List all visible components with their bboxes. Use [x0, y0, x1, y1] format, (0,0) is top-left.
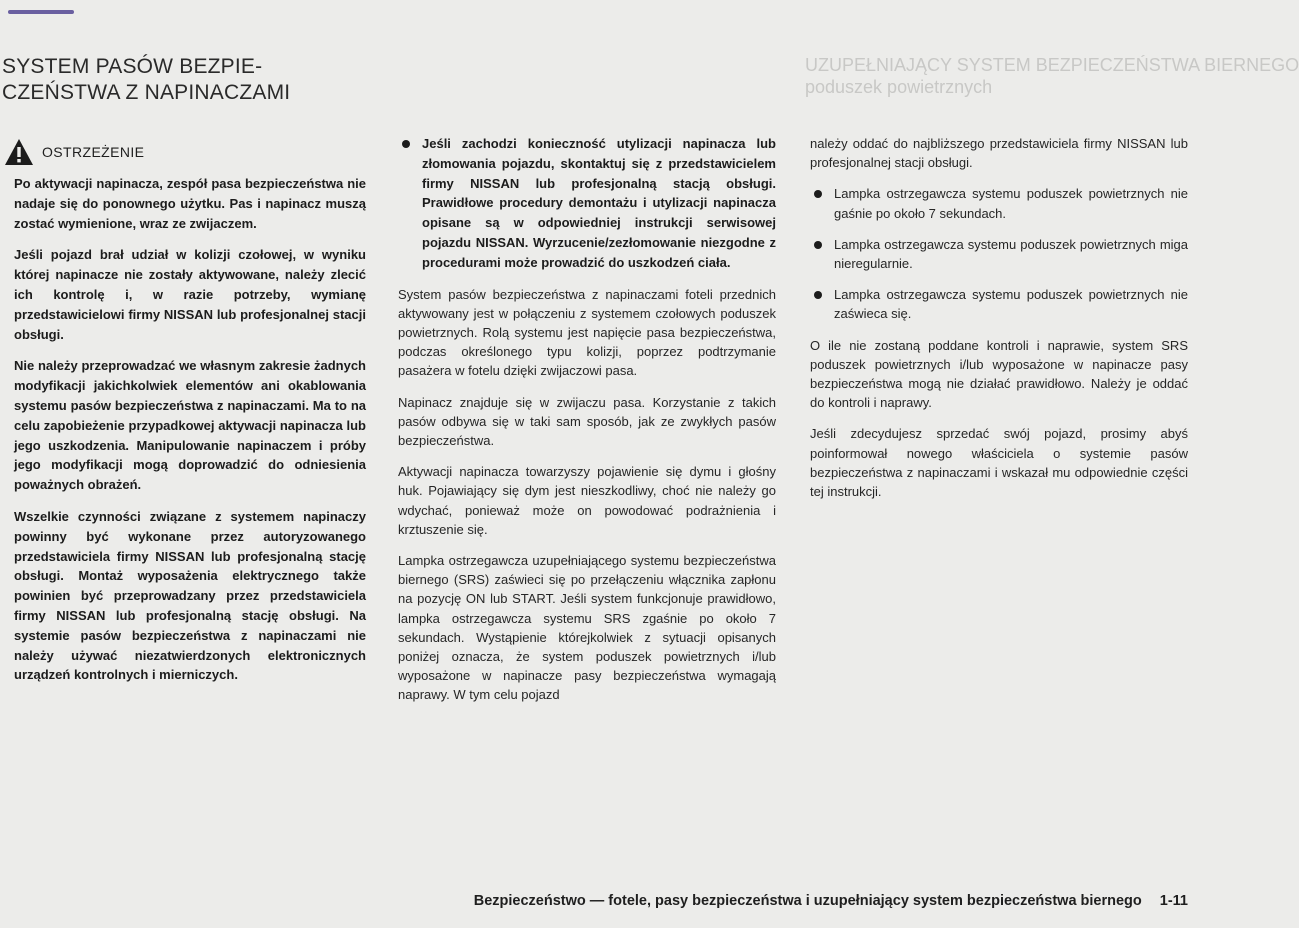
paragraph: System pasów bezpieczeństwa z napinaczami foteli przednich aktywowany jest w połączeniu z systemem czołowych poduszek powietrznych. Rolą systemu jest napięcie pasa bezpieczeństwa, podczas określonego typu kolizji, poprzez podtrzymanie pasażera w fotelu dzięki zwijaczowi pasa.	[398, 286, 776, 379]
section-title-line-1: SYSTEM PASÓW BEZPIE-	[2, 55, 263, 78]
warning-item: Po aktywacji napinacza, zespół pasa bezpieczeństwa nie nadaje się do ponownego użytku. Pas i napinacz muszą zostać wymienione, wraz ze zwijaczem.	[14, 176, 366, 231]
list-item-text: Lampka ostrzegawcza systemu poduszek powietrznych miga nieregularnie.	[834, 236, 1188, 272]
bullet-dot-icon	[814, 291, 822, 299]
disposal-warning-text: Jeśli zachodzi konieczność utylizacji napinacza lub złomowania pojazdu, skontaktuj się z przedstawicielem firmy NISSAN lub profesjonalną stacją obsługi. Prawidłowe procedury demontażu i utylizacji napinacza opisane są w odpowiedniej instrukcji serwisowej pojazdu NISSAN. Wyrzucenie/zezłomowanie niezgodne z procedurami może prowadzić do uszkodzeń ciała.	[422, 136, 776, 270]
bleed-through-heading-line-1: UZUPEŁNIAJĄCY SYSTEM BEZPIECZEŃSTWA BIERNEGO	[805, 55, 1299, 75]
disposal-warning-bullet	[398, 134, 776, 273]
footer-chapter-title: Bezpieczeństwo — fotele, pasy bezpieczeństwa i uzupełniający system bezpieczeństwa biernego	[473, 893, 1142, 909]
warning-header	[4, 134, 366, 170]
bullet-dot-icon	[814, 190, 822, 198]
paragraph: Lampka ostrzegawcza uzupełniającego systemu bezpieczeństwa biernego (SRS) zaświeci się po przełączeniu włącznika zapłonu na pozycję ON lub START. Jeśli system funkcjonuje prawidłowo, lampka ostrzegawcza systemu SRS zgaśnie po około 7 sekundach. Wystąpienie którejkolwiek z sytuacji opisanych poniżej oznacza, że system poduszek powietrznych i/lub wyposażone w napinacze pasy bezpieczeństwa wymagają naprawy. W tym celu pojazd	[398, 553, 776, 703]
list-item	[810, 235, 1188, 273]
paragraph: O ile nie zostaną poddane kontroli i naprawie, system SRS poduszek powietrznych i/lub wyposażone w napinacze pasy bezpieczeństwa mogą nie działać prawidłowo. Należy je oddać do kontroli i naprawy.	[810, 337, 1188, 411]
paragraph: Jeśli zdecydujesz sprzedać swój pojazd, prosimy abyś poinformował nowego właściciela o systemie pasów bezpieczeństwa z napinaczami i wskazał mu odpowiednie części tej instrukcji.	[810, 426, 1188, 500]
list-item	[810, 285, 1188, 323]
section-title	[2, 54, 362, 106]
paragraph: Napinacz znajduje się w zwijaczu pasa. Korzystanie z takich pasów odbywa się w taki sam sposób, jak ze zwykłych pasów bezpieczeństwa.	[398, 394, 776, 448]
list-item-text: Lampka ostrzegawcza systemu poduszek powietrznych nie gaśnie po około 7 sekundach.	[834, 186, 1188, 221]
warning-item: Jeśli pojazd brał udział w kolizji czołowej, w wyniku której napinacze nie zostały aktywowane, należy zlecić ich kontrolę i, w razie potrzeby, wymianę przedstawicielowi firmy NISSAN lub profesjonalnej stacji obsługi.	[14, 247, 366, 342]
warning-column	[4, 134, 366, 697]
list-item-text: Lampka ostrzegawcza systemu poduszek powietrznych nie zaświeca się.	[834, 287, 1188, 322]
section-title-line-2: CZEŃSTWA Z NAPINACZAMI	[2, 81, 291, 104]
bleed-through-heading-line-2: poduszek powietrznych	[805, 77, 993, 97]
list-item	[810, 184, 1188, 222]
right-column	[810, 134, 1188, 513]
middle-column	[398, 134, 776, 717]
section-tab-marker	[8, 10, 74, 14]
warning-item: Wszelkie czynności związane z systemem napinaczy powinny być wykonane przez autoryzowanego przedstawiciela firmy NISSAN lub profesjonalną stację obsługi. Montaż wyposażenia elektrycznego także powinien być przeprowadzany przez przedstawiciela firmy NISSAN lub profesjonalną stację obsługi. Na systemie pasów bezpieczeństwa z napinaczami nie należy używać niezatwierdzonych elektronicznych urządzeń kontrolnych i mierniczych.	[14, 508, 366, 683]
page-number: 1-11	[1159, 893, 1188, 909]
page-footer	[300, 893, 1188, 915]
paragraph: Aktywacji napinacza towarzyszy pojawienie się dymu i głośny huk. Pojawiający się dym jest nieszkodliwy, choć nie należy go wdychać, ponieważ może on powodować podrażnienia i krztuszenie się.	[398, 464, 776, 537]
warning-item: Nie należy przeprowadzać we własnym zakresie żadnych modyfikacji jakichkolwiek elementów ani okablowania systemu pasów bezpieczeństwa z napinaczami. Ma to na celu zapobieżenie przypadkowej aktywacji napinacza lub jego uszkodzenia. Manipulowanie napinaczem i próby jego modyfikacji mogą doprowadzić do odniesienia poważnych obrażeń.	[14, 358, 366, 493]
continued-paragraph: należy oddać do najbliższego przedstawiciela firmy NISSAN lub profesjonalnej stacji obsługi.	[810, 136, 1188, 171]
warning-label: OSTRZEŻENIE	[42, 144, 145, 160]
bullet-dot-icon	[402, 140, 410, 148]
bleed-through-heading	[805, 54, 1299, 98]
warning-triangle-icon	[4, 138, 34, 166]
bullet-dot-icon	[814, 241, 822, 249]
